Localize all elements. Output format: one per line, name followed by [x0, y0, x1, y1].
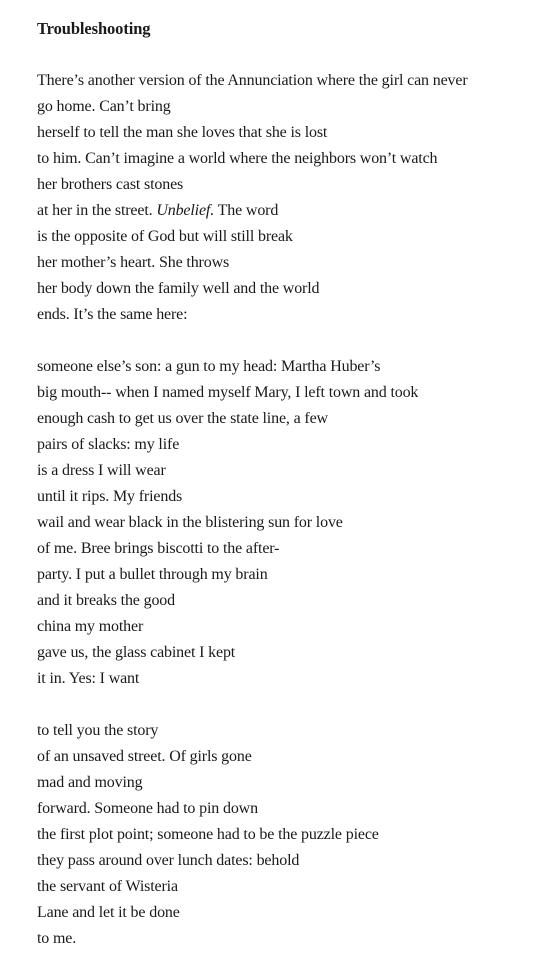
poem-line: the servant of Wisteria — [37, 878, 178, 895]
poem-line: of an unsaved street. Of girls gone — [37, 748, 252, 765]
poem-line: herself to tell the man she loves that she is lost — [37, 124, 328, 141]
poem-line: go home. Can’t bring — [37, 98, 171, 115]
poem-line: it in. Yes: I want — [37, 670, 140, 687]
poem-line: party. I put a bullet through my brain — [37, 566, 268, 583]
poem-line: big mouth-- when I named myself Mary, I left town and took — [37, 384, 419, 401]
poem-line: Lane and let it be done — [37, 904, 180, 921]
poem-line — [37, 198, 533, 224]
poem-line: her mother’s heart. She throws — [37, 254, 230, 271]
poem-line: There’s another version of the Annunciation where the girl can never — [37, 72, 468, 89]
poem-line: they pass around over lunch dates: behold — [37, 852, 300, 869]
poem-line: and it breaks the good — [37, 592, 175, 609]
poem-line: forward. Someone had to pin down — [37, 800, 258, 817]
line-segment: The word — [214, 202, 279, 219]
poem-line: until it rips. My friends — [37, 488, 183, 505]
stanza-3 — [37, 718, 533, 952]
stanza-2 — [37, 354, 533, 692]
italic-word: Unbelief. — [156, 202, 215, 219]
poem-line: mad and moving — [37, 774, 143, 791]
poem-line: her brothers cast stones — [37, 176, 184, 193]
poem-line: to him. Can’t imagine a world where the neighbors won’t watch — [37, 150, 438, 167]
poem-line: gave us, the glass cabinet I kept — [37, 644, 236, 661]
poem-line: to tell you the story — [37, 722, 159, 739]
poem-line: someone else’s son: a gun to my head: Martha Huber’s — [37, 358, 381, 375]
poem-line: to me. — [37, 930, 77, 947]
poem-line: pairs of slacks: my life — [37, 436, 180, 453]
poem-line: her body down the family well and the world — [37, 280, 320, 297]
poem-line: of me. Bree brings biscotti to the after- — [37, 540, 280, 557]
poem-line: is a dress I will wear — [37, 462, 166, 479]
line-segment: at her in the street. — [37, 202, 157, 219]
poem-title: Troubleshooting — [37, 19, 151, 38]
poem-line: is the opposite of God but will still break — [37, 228, 293, 245]
poem-line: ends. It’s the same here: — [37, 306, 188, 323]
poem-page — [37, 16, 533, 952]
poem-line: wail and wear black in the blistering sun for love — [37, 514, 343, 531]
stanza-1 — [37, 68, 533, 328]
poem-line: enough cash to get us over the state line, a few — [37, 410, 328, 427]
poem-line: the first plot point; someone had to be the puzzle piece — [37, 826, 379, 843]
poem-line: china my mother — [37, 618, 144, 635]
